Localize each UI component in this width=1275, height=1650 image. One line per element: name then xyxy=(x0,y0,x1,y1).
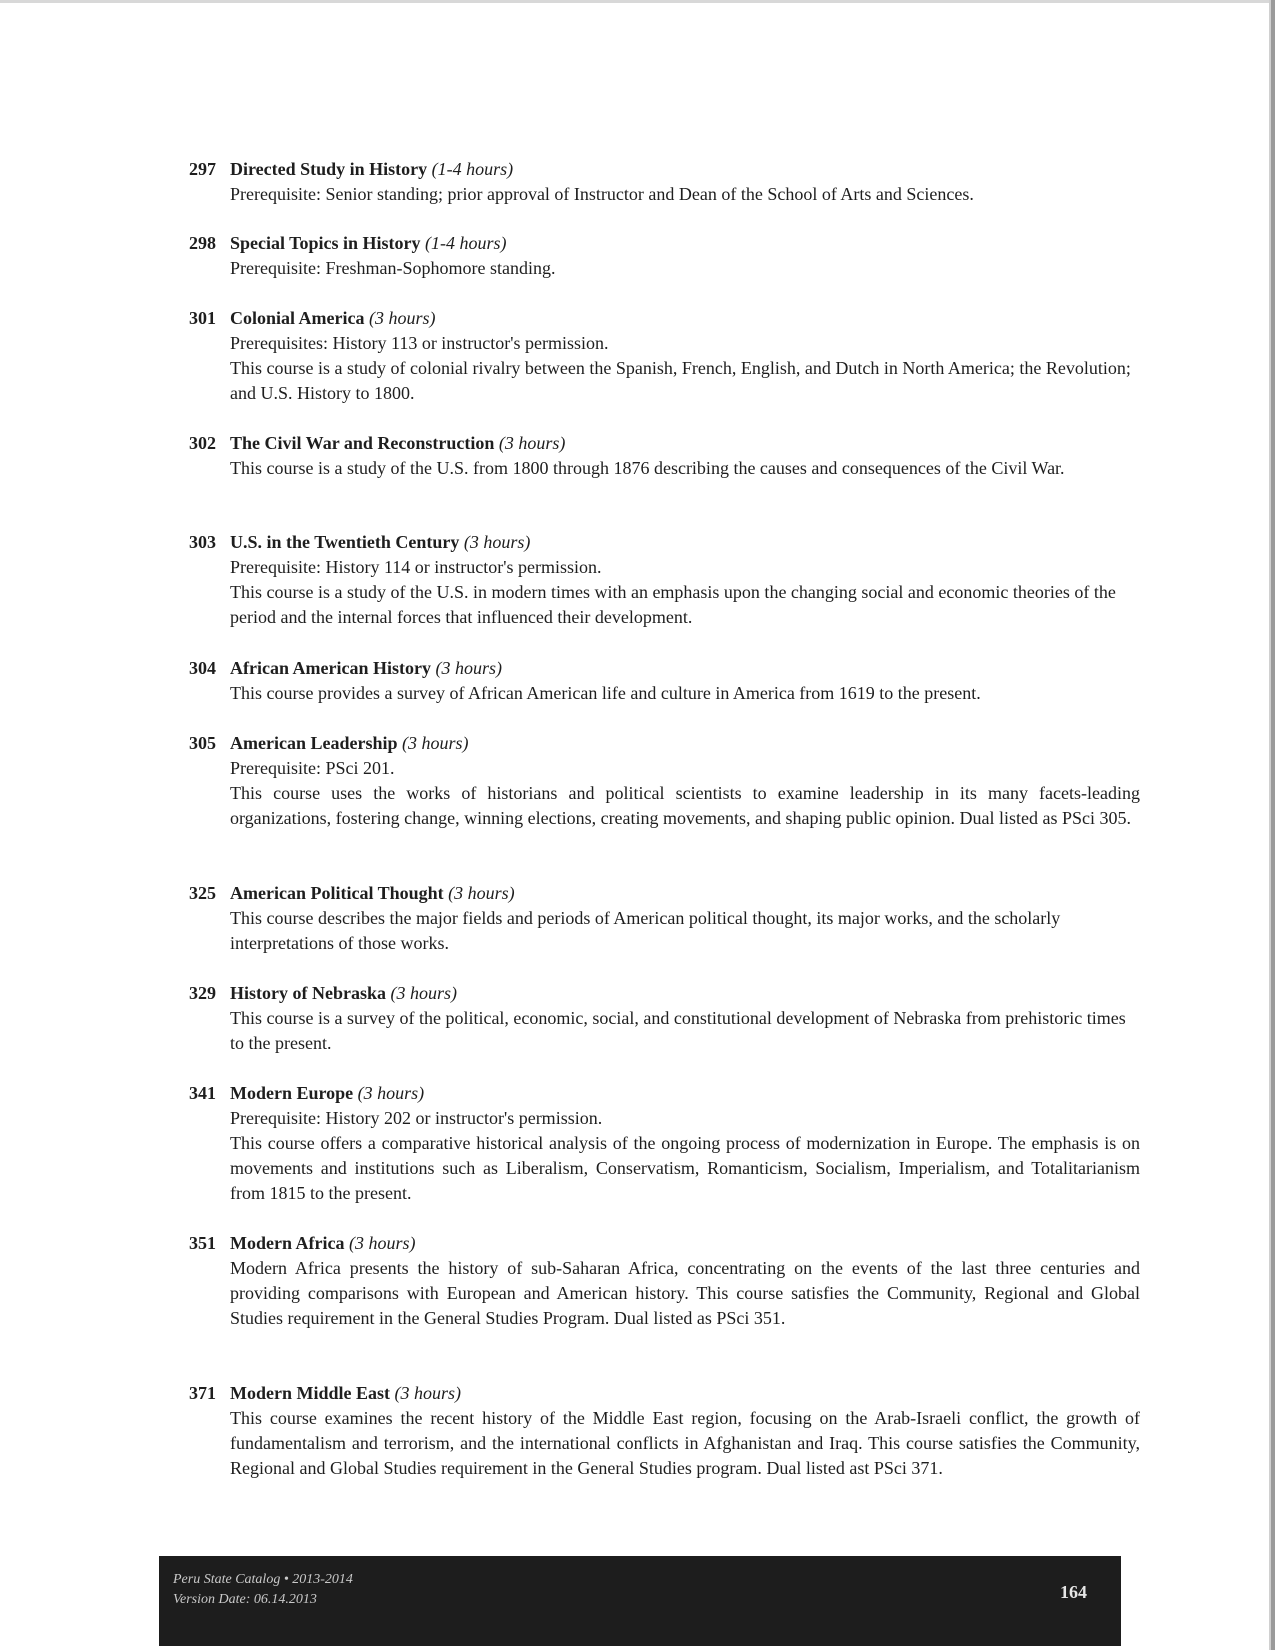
course-hours: (3 hours) xyxy=(498,433,566,453)
course-hours: (3 hours) xyxy=(357,1083,425,1103)
course-hours: (3 hours) xyxy=(463,532,531,552)
course-number: 301 xyxy=(189,308,216,328)
course-description: This course examines the recent history of the Middle East region, focusing on the Arab-Israeli conflict, the growth of fundamentalism and terrorism, and the international conflicts in Afghanistan and Iraq. This course satisfies the Community, Regional and Global Studies requirement in the General Studies program. Dual listed ast PSci 371. xyxy=(230,1408,1140,1478)
course-prerequisite: Prerequisite: Freshman-Sophomore standing. xyxy=(230,258,556,278)
course-body xyxy=(230,431,1140,481)
footer-catalog-title: Peru State Catalog • 2013-2014 xyxy=(173,1572,353,1587)
course-number: 305 xyxy=(189,733,216,753)
course-description: This course is a study of the U.S. in modern times with an emphasis upon the changing social and economic theories of the period and the internal forces that influenced their development. xyxy=(230,582,1116,627)
course-body xyxy=(230,731,1140,831)
course-hours: (3 hours) xyxy=(401,733,469,753)
course-prerequisite: Prerequisite: History 202 or instructor's permission. xyxy=(230,1108,603,1128)
course-hours: (3 hours) xyxy=(348,1233,416,1253)
course-description: Modern Africa presents the history of sub-Saharan Africa, concentrating on the events of the last three centuries and providing comparisons with European and American history. This course satisfies the Community, Regional and Global Studies requirement in the General Studies Program. Dual listed as PSci 351. xyxy=(230,1258,1140,1328)
course-description: This course provides a survey of African American life and culture in America from 1619 to the present. xyxy=(230,683,981,703)
course-title: African American History xyxy=(230,658,431,678)
course-heading xyxy=(230,656,1140,681)
course-heading xyxy=(230,231,1140,256)
course-title: History of Nebraska xyxy=(230,983,386,1003)
course-description: This course uses the works of historians and political scientists to examine leadership in its many facets-leading organizations, fostering change, winning elections, creating movements, and shaping public opinion. Dual listed as PSci 305. xyxy=(230,783,1140,828)
course-number: 325 xyxy=(189,883,216,903)
course-description: This course is a survey of the political, economic, social, and constitutional development of Nebraska from prehistoric times to the present. xyxy=(230,1008,1126,1053)
course-title: Modern Middle East xyxy=(230,1383,390,1403)
course-number: 304 xyxy=(189,658,216,678)
course-body xyxy=(230,157,1140,207)
course-title: Colonial America xyxy=(230,308,365,328)
course-heading xyxy=(230,306,1140,331)
course-hours: (3 hours) xyxy=(394,1383,461,1403)
course-hours: (1-4 hours) xyxy=(425,233,507,253)
course-title: Directed Study in History xyxy=(230,159,428,179)
course-heading xyxy=(230,431,1140,456)
course-body xyxy=(230,231,1140,281)
page-footer xyxy=(159,1556,1121,1646)
course-title: American Leadership xyxy=(230,733,398,753)
course-hours: (3 hours) xyxy=(448,883,515,903)
course-heading xyxy=(230,731,1140,756)
course-body xyxy=(230,881,1140,956)
course-body xyxy=(230,1381,1140,1481)
course-number: 303 xyxy=(189,532,216,552)
course-title: The Civil War and Reconstruction xyxy=(230,433,495,453)
course-number: 302 xyxy=(189,433,216,453)
course-number: 341 xyxy=(189,1083,216,1103)
course-title: American Political Thought xyxy=(230,883,444,903)
course-heading xyxy=(230,1231,1140,1256)
course-body xyxy=(230,981,1140,1056)
course-heading xyxy=(230,981,1140,1006)
footer-version-date: Version Date: 06.14.2013 xyxy=(173,1592,317,1607)
course-body xyxy=(230,656,1140,706)
course-title: U.S. in the Twentieth Century xyxy=(230,532,460,552)
course-description: This course describes the major fields and periods of American political thought, its major works, and the scholarly interpretations of those works. xyxy=(230,908,1061,953)
course-hours: (3 hours) xyxy=(368,308,436,328)
course-title: Modern Africa xyxy=(230,1233,345,1253)
course-prerequisite: Prerequisites: History 113 or instructor's permission. xyxy=(230,333,609,353)
course-title: Special Topics in History xyxy=(230,233,421,253)
page-number: 164 xyxy=(1060,1582,1087,1602)
course-hours: (3 hours) xyxy=(435,658,502,678)
course-heading xyxy=(230,1081,1140,1106)
course-hours: (1-4 hours) xyxy=(431,159,514,179)
course-prerequisite: Prerequisite: Senior standing; prior approval of Instructor and Dean of the School of Arts and Sciences. xyxy=(230,184,974,204)
course-prerequisite: Prerequisite: PSci 201. xyxy=(230,758,395,778)
course-number: 298 xyxy=(189,233,216,253)
course-number: 297 xyxy=(189,159,216,179)
course-number: 351 xyxy=(189,1233,216,1253)
course-hours: (3 hours) xyxy=(390,983,457,1003)
course-heading xyxy=(230,530,1140,555)
course-heading xyxy=(230,881,1140,906)
course-prerequisite: Prerequisite: History 114 or instructor's permission. xyxy=(230,557,602,577)
course-body xyxy=(230,306,1140,406)
course-description: This course is a study of colonial rivalry between the Spanish, French, English, and Dutch in North America; the Revolution; and U.S. History to 1800. xyxy=(230,358,1131,403)
course-body xyxy=(230,1231,1140,1331)
course-description: This course is a study of the U.S. from 1800 through 1876 describing the causes and consequences of the Civil War. xyxy=(230,458,1065,478)
course-number: 329 xyxy=(189,983,216,1003)
course-description: This course offers a comparative historical analysis of the ongoing process of modernization in Europe. The emphasis is on movements and institutions such as Liberalism, Conservatism, Romanticism, Socialism, Imperialism, and Totalitarianism from 1815 to the present. xyxy=(230,1133,1140,1203)
course-body xyxy=(230,1081,1140,1206)
course-title: Modern Europe xyxy=(230,1083,354,1103)
course-body xyxy=(230,530,1140,630)
course-number: 371 xyxy=(189,1383,216,1403)
course-heading xyxy=(230,157,1140,182)
course-heading xyxy=(230,1381,1140,1406)
